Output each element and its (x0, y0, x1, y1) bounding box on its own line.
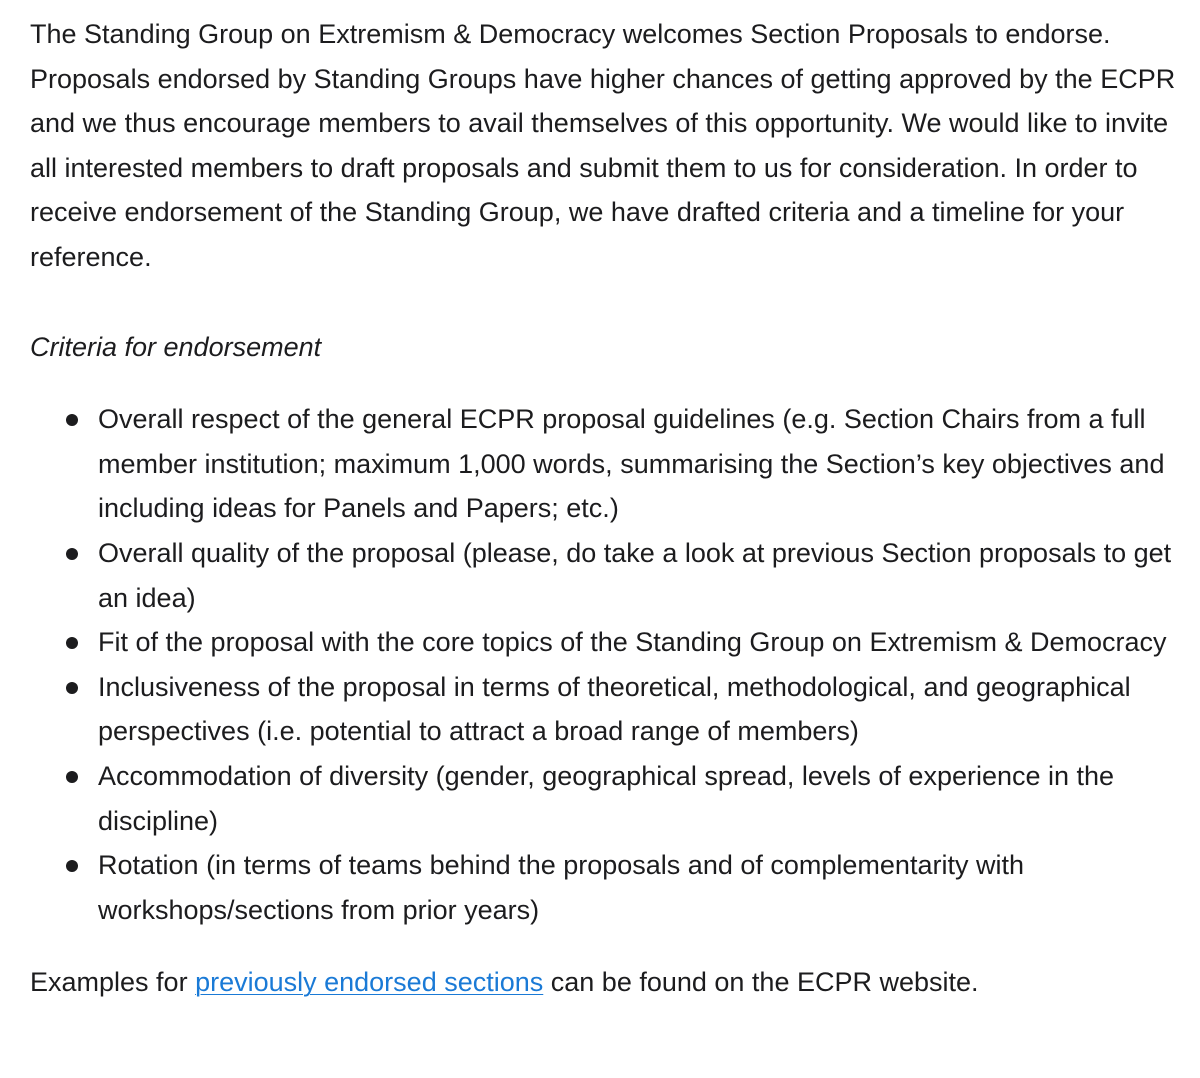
bullet-icon (66, 637, 78, 649)
bullet-icon (66, 414, 78, 426)
examples-line (30, 960, 1186, 1005)
examples-suffix: can be found on the ECPR website. (543, 967, 979, 998)
bullet-icon (66, 682, 78, 694)
examples-prefix: Examples for (30, 967, 196, 998)
criteria-list (30, 397, 1186, 932)
list-item (30, 665, 1186, 754)
bullet-icon (66, 860, 78, 872)
criteria-item-text: Rotation (in terms of teams behind the proposals and of complementarity with workshops/sections from prior years) (98, 850, 1024, 925)
previously-endorsed-sections-link[interactable]: previously endorsed sections (195, 967, 544, 998)
list-item (30, 620, 1186, 665)
intro-paragraph: The Standing Group on Extremism & Democracy welcomes Section Proposals to endorse. Proposals endorsed by Standing Groups have higher chances of getting approved by the ECPR and we thus encourage members to avail themselves of this opportunity. We would like to invite all interested members to draft proposals and submit them to us for consideration. In order to receive endorsement of the Standing Group, we have drafted criteria and a timeline for your reference. (30, 19, 1176, 272)
bullet-icon (66, 548, 78, 560)
criteria-item-text: Overall quality of the proposal (please, do take a look at previous Section proposals to get an idea) (98, 537, 1172, 613)
list-item (30, 531, 1186, 620)
criteria-item-text: Inclusiveness of the proposal in terms of theoretical, methodological, and geographical perspectives (i.e. potential to attract a broad range of members) (98, 671, 1131, 747)
list-item (30, 754, 1186, 843)
criteria-item-text: Overall respect of the general ECPR proposal guidelines (e.g. Section Chairs from a full member institution; maximum 1,000 words, summarising the Section’s key objectives and including ideas for Panels and Papers; etc.) (98, 404, 1165, 524)
criteria-item-text: Fit of the proposal with the core topics of the Standing Group on Extremism & Democracy (98, 627, 1167, 658)
criteria-heading: Criteria for endorsement (30, 331, 322, 362)
list-item (30, 397, 1186, 531)
criteria-item-text: Accommodation of diversity (gender, geographical spread, levels of experience in the discipline) (98, 760, 1115, 836)
list-item (30, 843, 1186, 932)
bullet-icon (66, 771, 78, 783)
